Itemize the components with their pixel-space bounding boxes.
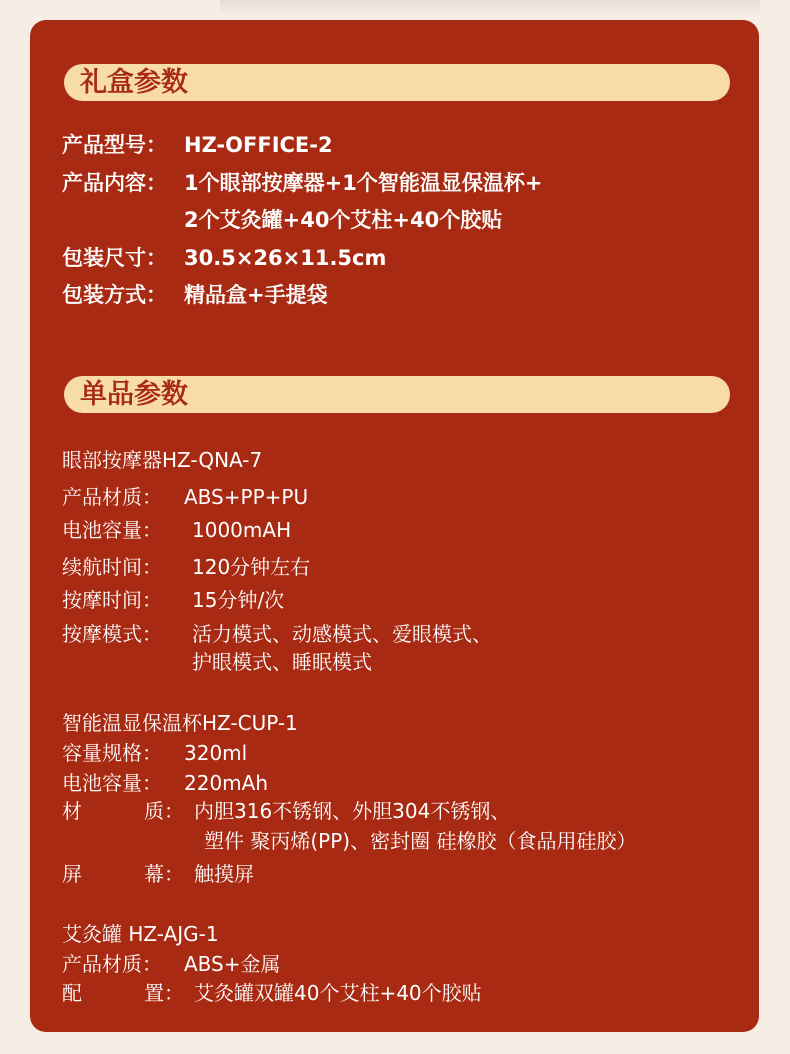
massager-mode-line1: 活力模式、动感模式、爱眼模式、 (192, 622, 492, 646)
cup-material-label-2: 质： (144, 799, 184, 823)
massager-mode-line2: 护眼模式、睡眠模式 (192, 650, 372, 674)
massager-name: 眼部按摩器HZ-QNA-7 (62, 448, 263, 472)
cup-capacity-label: 容量规格： (62, 741, 162, 765)
content-line2: 2个艾灸罐+40个艾柱+40个胶贴 (184, 208, 503, 232)
moxa-config-label-1: 配 (62, 981, 82, 1005)
moxa-material-label: 产品材质： (62, 952, 162, 976)
size-label: 包装尺寸： (62, 246, 167, 270)
cup-battery-label: 电池容量： (62, 771, 162, 795)
single-header (64, 376, 730, 413)
massager-material-label: 产品材质： (62, 485, 162, 509)
moxa-material-value: ABS+金属 (184, 952, 281, 976)
moxa-name: 艾灸罐 HZ-AJG-1 (62, 922, 219, 946)
cup-material-label-1: 材 (62, 799, 82, 823)
gift-box-header (64, 64, 730, 101)
massager-material-value: ABS+PP+PU (184, 485, 309, 509)
massager-battery-value: 1000mAH (192, 518, 292, 542)
moxa-config-value: 艾灸罐双罐40个艾柱+40个胶贴 (194, 981, 482, 1005)
content-line1: 1个眼部按摩器+1个智能温显保温杯+ (184, 171, 543, 195)
cup-screen-label-1: 屏 (62, 862, 82, 886)
gift-box-title: 礼盒参数 (80, 67, 188, 98)
top-shadow (220, 0, 760, 14)
massager-battery-label: 电池容量： (62, 518, 162, 542)
massager-endurance-label: 续航时间： (62, 555, 162, 579)
cup-screen-value: 触摸屏 (194, 862, 254, 886)
cup-battery-value: 220mAh (184, 771, 269, 795)
massager-mode-label: 按摩模式： (62, 622, 162, 646)
single-title: 单品参数 (80, 379, 188, 410)
moxa-config-label-2: 置： (144, 981, 184, 1005)
massager-time-label: 按摩时间： (62, 588, 162, 612)
cup-capacity-value: 320ml (184, 741, 248, 765)
pack-label: 包装方式： (62, 283, 167, 307)
content-label: 产品内容： (62, 171, 167, 195)
size-value: 30.5×26×11.5cm (184, 246, 387, 270)
model-label: 产品型号： (62, 133, 167, 157)
cup-material-line1: 内胆316不锈钢、外胆304不锈钢、 (194, 799, 511, 823)
cup-screen-label-2: 幕： (144, 862, 184, 886)
cup-material-line2: 塑件 聚丙烯(PP)、密封圈 硅橡胶（食品用硅胶） (204, 829, 637, 853)
pack-value: 精品盒+手提袋 (184, 283, 328, 307)
massager-endurance-value: 120分钟左右 (192, 555, 311, 579)
spec-card (30, 20, 759, 1032)
cup-name: 智能温显保温杯HZ-CUP-1 (62, 711, 298, 735)
massager-time-value: 15分钟/次 (192, 588, 285, 612)
model-value: HZ-OFFICE-2 (184, 133, 333, 157)
